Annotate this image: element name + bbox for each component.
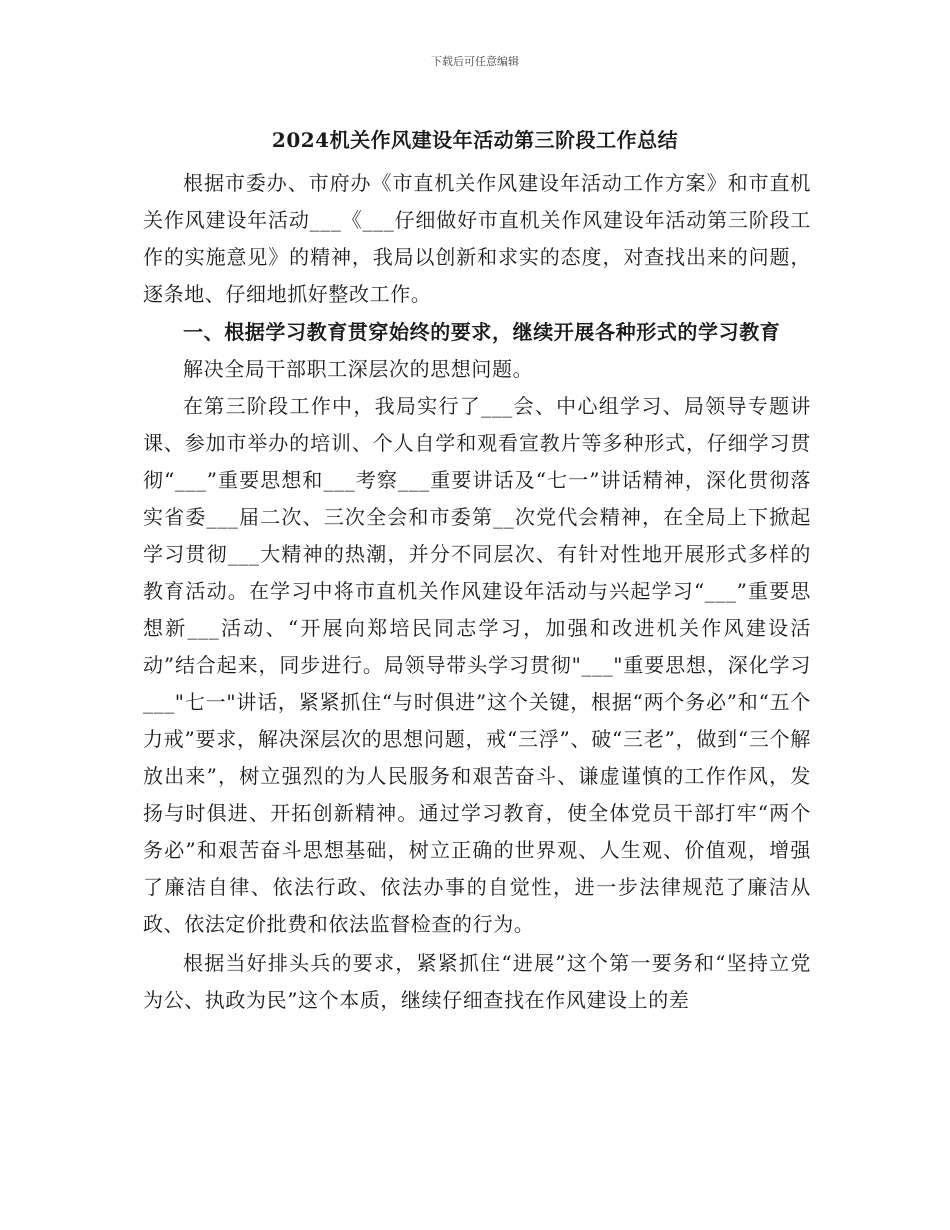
intro-paragraph: 根据市委办、市府办《市直机关作风建设年活动工作方案》和市直机关作风建设年活动___《___仔细做好市直机关作风建设年活动第三阶段工作的实施意见》的精神，我局以创新和求实的态度，对查找出来的问题，逐条地、仔细地抓好整改工作。 — [143, 171, 811, 306]
document-body — [143, 165, 811, 1019]
study-paragraph: 在第三阶段工作中，我局实行了___会、中心组学习、局领导专题讲课、参加市举办的培训、个人自学和观看宣教片等多种形式，仔细学习贯彻“___”重要思想和___考察___重要讲话及“七一”讲话精神，深化贯彻落实省委___届二次、三次全会和市委第__次党代会精神，在全局上下掀起学习贯彻___大精神的热潮，并分不同层次、有针对性地开展形式多样的教育活动。在学习中将市直机关作风建设年活动与兴起学习“___”重要思想新___活动、“开展向郑培民同志学习，加强和改进机关作风建设活动”结合起来，同步进行。局领导带头学习贯彻"___"重要思想，深化学习___"七一"讲话，紧紧抓住“与时俱进”这个关键，根据“两个务必”和“五个力戒”要求，解决深层次的思想问题，戒“三浮”、破“三老”，做到“三个解放出来”，树立强烈的为人民服务和艰苦奋斗、谦虚谨慎的工作作风，发扬与时俱进、开拓创新精神。通过学习教育，使全体党员干部打牢“两个务必”和艰苦奋斗思想基础，树立正确的世界观、人生观、价值观，增强了廉洁自律、依法行政、依法办事的自觉性，进一步法律规范了廉洁从政、依法定价批费和依法监督检查的行为。 — [143, 394, 811, 936]
section-heading-1: 一、根据学习教育贯穿始终的要求，继续开展各种形式的学习教育 — [183, 320, 781, 344]
page-header-note: 下载后可任意编辑 — [431, 55, 519, 68]
section-lead-paragraph: 解决全局干部职工深层次的思想问题。 — [183, 357, 534, 381]
closing-paragraph: 根据当好排头兵的要求，紧紧抓住“进展”这个第一要务和“坚持立党为公、执政为民”这个本质，继续仔细查找在作风建设上的差 — [143, 951, 811, 1012]
document-title: 2024机关作风建设年活动第三阶段工作总结 — [271, 128, 679, 152]
